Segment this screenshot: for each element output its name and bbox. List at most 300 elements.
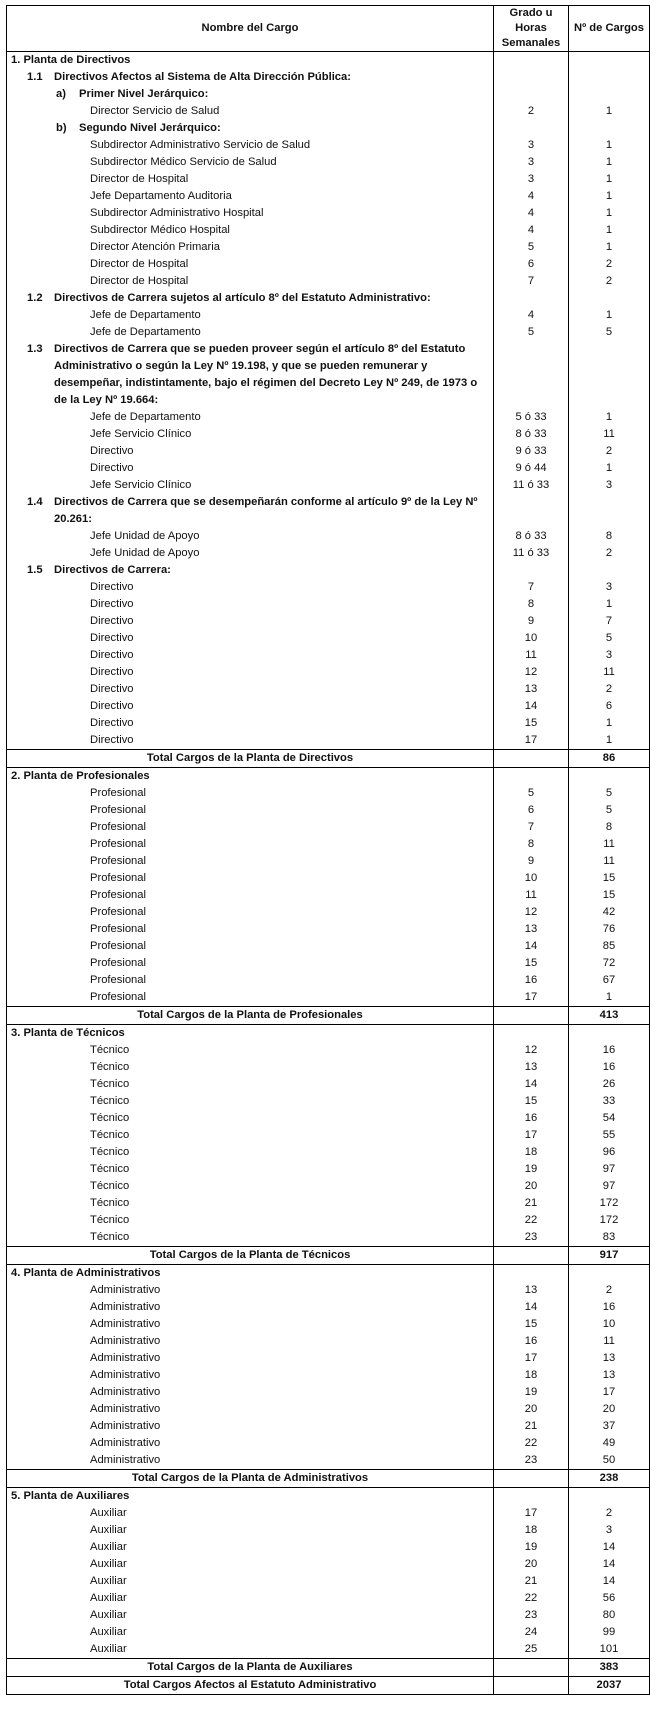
section-total-value: 383 [569,1659,650,1677]
grado-cell: 14 [494,1299,569,1316]
cargos-cell: 11 [569,836,650,853]
table-row [7,1144,650,1161]
cargos-cell: 15 [569,870,650,887]
cargos-cell: 96 [569,1144,650,1161]
cargo-name-cell [7,1607,494,1624]
cargo-name: Jefe Unidad de Apoyo [90,530,200,542]
cargos-cell: 2 [569,1505,650,1522]
group-heading [7,494,493,528]
cargos-cell: 11 [569,853,650,870]
cargos-cell: 67 [569,972,650,989]
cargo-name: Director Atención Primaria [90,241,220,253]
cargos-cell: 83 [569,1229,650,1247]
table-row [7,1229,650,1247]
cargos-cell: 1 [569,732,650,750]
grado-cell: 20 [494,1556,569,1573]
cargos-cell: 172 [569,1195,650,1212]
grado-cell: 18 [494,1144,569,1161]
table-row [7,188,650,205]
table-row [7,802,650,819]
group-label: Directivos de Carrera sujetos al artículo 8º del Estatuto Administrativo: [54,292,431,304]
cargo-name-cell [7,1195,494,1212]
section-title: 4. Planta de Administrativos [11,1267,161,1279]
cargo-name: Directivo [90,445,134,457]
grado-cell: 10 [494,630,569,647]
cargo-name-cell [7,1573,494,1590]
cargo-name: Subdirector Administrativo Hospital [90,207,264,219]
cargo-name: Administrativo [90,1437,161,1449]
cargos-cell: 11 [569,1333,650,1350]
cargo-name: Administrativo [90,1284,161,1296]
cargos-cell: 3 [569,477,650,494]
cargos-cell: 1 [569,409,650,426]
cargos-cell: 1 [569,596,650,613]
grand-total-row [7,1677,650,1695]
grado-cell: 19 [494,1161,569,1178]
cargo-name: Profesional [90,991,146,1003]
cargos-cell: 97 [569,1161,650,1178]
cargos-cell: 3 [569,1522,650,1539]
group-heading [7,69,493,86]
table-row [7,1282,650,1299]
group-number: 1.5 [27,564,43,576]
cargos-cell [569,86,650,103]
grado-cell [494,750,569,768]
cargos-cell: 85 [569,938,650,955]
table-row [7,1212,650,1229]
cargo-name-cell [7,1641,494,1659]
header-numero-cargos: Nº de Cargos [569,6,650,52]
grado-cell [494,69,569,86]
grado-cell: 16 [494,1110,569,1127]
group-label: Directivos Afectos al Sistema de Alta Dirección Pública: [54,71,351,83]
cargo-name-cell [7,1590,494,1607]
cargo-name: Auxiliar [90,1643,127,1655]
grado-cell: 7 [494,579,569,596]
cargos-cell: 1 [569,188,650,205]
grado-cell: 19 [494,1384,569,1401]
table-row [7,171,650,188]
grado-cell [494,1265,569,1283]
level-heading [7,86,493,103]
cargos-cell: 42 [569,904,650,921]
grado-cell: 12 [494,664,569,681]
cargo-name: Profesional [90,940,146,952]
cargos-cell: 50 [569,1452,650,1470]
group-label: Directivos de Carrera que se pueden proveer según el artículo 8º del Estatuto Administrativo o según la Ley Nº 19.198, y que se pueden remunerar y desempeñar, indistintamente, bajo el régimen del Decreto Ley Nº 249, de 1973 o de la Ley Nº 19.664: [54,343,478,406]
table-row [7,528,650,545]
cargo-name-cell [7,1539,494,1556]
cargos-cell: 2 [569,1282,650,1299]
cargo-name-cell [7,836,494,853]
cargos-cell: 5 [569,324,650,341]
grado-cell: 23 [494,1452,569,1470]
cargos-cell: 7 [569,613,650,630]
table-row [7,1384,650,1401]
grado-cell: 5 ó 33 [494,409,569,426]
cargo-name: Auxiliar [90,1558,127,1570]
group-heading-row [7,290,650,307]
table-row [7,955,650,972]
cargos-cell: 16 [569,1042,650,1059]
section-total-value: 917 [569,1247,650,1265]
table-row [7,545,650,562]
cargo-name: Profesional [90,838,146,850]
table-row [7,1435,650,1452]
grado-cell [494,1025,569,1043]
table-body [7,52,650,1695]
section-total-label: Total Cargos de la Planta de Técnicos [7,1247,494,1265]
cargo-name-cell [7,1522,494,1539]
section-title: 1. Planta de Directivos [11,54,131,66]
grado-cell: 22 [494,1590,569,1607]
table-row [7,1452,650,1470]
grado-cell: 8 ó 33 [494,426,569,443]
level-heading-cell [7,120,494,137]
grado-cell [494,290,569,307]
cargo-name: Jefe Unidad de Apoyo [90,547,200,559]
section-title-cell [7,1488,494,1506]
grado-cell: 23 [494,1607,569,1624]
cargos-cell: 11 [569,426,650,443]
grado-cell: 3 [494,137,569,154]
cargo-name-cell [7,171,494,188]
group-heading [7,290,493,307]
grado-cell: 23 [494,1229,569,1247]
grado-cell: 4 [494,205,569,222]
cargo-name: Directivo [90,649,134,661]
table-row [7,989,650,1007]
section-title-row [7,1025,650,1043]
grado-cell [494,120,569,137]
grado-cell: 5 [494,239,569,256]
cargo-name-cell [7,1624,494,1641]
grado-cell: 11 ó 33 [494,477,569,494]
table-row [7,1418,650,1435]
section-title: 3. Planta de Técnicos [11,1027,125,1039]
grado-cell [494,1659,569,1677]
grado-cell: 2 [494,103,569,120]
table-row [7,256,650,273]
cargo-name-cell [7,989,494,1007]
table-row [7,307,650,324]
section-total-value: 238 [569,1470,650,1488]
grado-cell: 12 [494,904,569,921]
cargos-cell: 2 [569,256,650,273]
cargo-name: Profesional [90,821,146,833]
cargo-name-cell [7,819,494,836]
cargo-name-cell [7,256,494,273]
cargos-cell [569,1265,650,1283]
cargo-name: Jefe Servicio Clínico [90,479,192,491]
grado-cell [494,52,569,70]
table-row [7,647,650,664]
cargo-name: Técnico [90,1112,130,1124]
cargo-name: Profesional [90,787,146,799]
grado-cell: 17 [494,1127,569,1144]
cargo-name: Técnico [90,1095,130,1107]
grado-cell: 16 [494,972,569,989]
grado-cell [494,341,569,409]
grado-cell [494,1677,569,1695]
cargo-name-cell [7,1059,494,1076]
table-row [7,1059,650,1076]
cargos-cell: 1 [569,103,650,120]
table-row [7,1093,650,1110]
grado-cell [494,1470,569,1488]
table-row [7,1590,650,1607]
section-total-row [7,1659,650,1677]
table-row [7,103,650,120]
cargo-name-cell [7,955,494,972]
cargo-name-cell [7,715,494,732]
header-grado-horas [494,6,569,52]
table-row [7,785,650,802]
cargo-name: Administrativo [90,1352,161,1364]
cargo-name-cell [7,1556,494,1573]
cargos-cell: 14 [569,1539,650,1556]
cargo-name: Directivo [90,615,134,627]
cargo-name-cell [7,613,494,630]
cargo-name-cell [7,921,494,938]
grado-cell [494,1247,569,1265]
cargos-cell: 20 [569,1401,650,1418]
cargo-name: Subdirector Médico Hospital [90,224,230,236]
cargo-name: Técnico [90,1163,130,1175]
cargo-name-cell [7,426,494,443]
level-heading-cell [7,86,494,103]
cargo-name-cell [7,1282,494,1299]
table-row [7,443,650,460]
cargos-cell: 5 [569,630,650,647]
cargo-name: Profesional [90,804,146,816]
cargos-cell [569,1488,650,1506]
grado-cell: 3 [494,171,569,188]
table-row [7,460,650,477]
group-heading-cell [7,69,494,86]
cargos-cell: 13 [569,1367,650,1384]
grado-cell: 11 [494,647,569,664]
cargos-cell: 97 [569,1178,650,1195]
cargo-name: Profesional [90,872,146,884]
cargo-name-cell [7,1384,494,1401]
cargo-name: Profesional [90,889,146,901]
grado-cell: 8 [494,596,569,613]
cargos-cell: 26 [569,1076,650,1093]
cargo-name-cell [7,307,494,324]
cargos-cell: 1 [569,154,650,171]
section-title-cell [7,1025,494,1043]
cargo-name-cell [7,324,494,341]
table-row [7,239,650,256]
cargos-cell: 49 [569,1435,650,1452]
grado-cell: 6 [494,802,569,819]
table-row [7,1161,650,1178]
cargo-name-cell [7,1435,494,1452]
table-row [7,938,650,955]
table-row [7,1178,650,1195]
cargo-name: Directivo [90,581,134,593]
table-row [7,477,650,494]
group-heading-cell [7,341,494,409]
cargo-name-cell [7,802,494,819]
cargo-name: Administrativo [90,1386,161,1398]
grado-cell: 19 [494,1539,569,1556]
table-row [7,1333,650,1350]
cargo-name-cell [7,904,494,921]
grado-cell: 9 [494,613,569,630]
cargos-cell: 1 [569,307,650,324]
cargos-cell: 14 [569,1573,650,1590]
grado-cell: 15 [494,715,569,732]
table-row [7,1522,650,1539]
cargos-cell: 14 [569,1556,650,1573]
cargos-cell: 1 [569,137,650,154]
cargo-name-cell [7,188,494,205]
grado-cell: 15 [494,1316,569,1333]
grado-cell: 14 [494,1076,569,1093]
cargo-name-cell [7,698,494,715]
cargo-name: Técnico [90,1044,130,1056]
cargos-cell: 1 [569,460,650,477]
cargo-name-cell [7,647,494,664]
grado-cell: 14 [494,698,569,715]
grado-cell [494,562,569,579]
cargos-cell: 1 [569,222,650,239]
section-total-row [7,1007,650,1025]
document-page [6,5,649,1695]
cargos-cell: 1 [569,715,650,732]
cargo-name-cell [7,1333,494,1350]
cargos-cell: 1 [569,239,650,256]
cargos-cell: 13 [569,1350,650,1367]
cargo-name-cell [7,596,494,613]
cargo-name-cell [7,477,494,494]
table-row [7,630,650,647]
grado-cell: 22 [494,1435,569,1452]
group-number: 1.1 [27,71,43,83]
grado-cell: 20 [494,1401,569,1418]
table-row [7,1607,650,1624]
table-row [7,1573,650,1590]
table-row [7,1042,650,1059]
table-row [7,137,650,154]
table-row [7,732,650,750]
cargos-cell: 11 [569,664,650,681]
cargo-name: Directivo [90,683,134,695]
header-grado-line1: Grado u Horas [509,7,553,34]
section-title-cell [7,1265,494,1283]
table-row [7,664,650,681]
cargos-cell: 54 [569,1110,650,1127]
cargo-name-cell [7,1401,494,1418]
cargo-name: Técnico [90,1078,130,1090]
table-row [7,1401,650,1418]
cargo-name: Directivo [90,462,134,474]
grado-cell: 8 [494,836,569,853]
table-row [7,921,650,938]
cargos-cell: 10 [569,1316,650,1333]
group-label: Directivos de Carrera que se desempeñarán conforme al artículo 9º de la Ley Nº 20.261: [54,496,478,525]
cargo-name: Técnico [90,1180,130,1192]
cargo-name-cell [7,1367,494,1384]
table-row [7,579,650,596]
cargos-cell: 101 [569,1641,650,1659]
grado-cell: 11 ó 33 [494,545,569,562]
table-row [7,1195,650,1212]
level-letter: b) [56,122,67,134]
group-heading-row [7,562,650,579]
cargos-cell [569,1025,650,1043]
cargos-cell: 72 [569,955,650,972]
cargo-name-cell [7,222,494,239]
cargo-name: Auxiliar [90,1575,127,1587]
section-title-row [7,1265,650,1283]
cargo-name: Directivo [90,666,134,678]
cargo-name: Administrativo [90,1369,161,1381]
cargo-name: Profesional [90,855,146,867]
cargos-cell [569,52,650,70]
grado-cell: 17 [494,1350,569,1367]
cargos-cell: 16 [569,1059,650,1076]
cargo-name: Técnico [90,1214,130,1226]
cargo-name-cell [7,443,494,460]
cargo-name-cell [7,785,494,802]
cargos-cell: 76 [569,921,650,938]
cargo-name-cell [7,972,494,989]
group-heading [7,562,493,579]
section-title-row [7,1488,650,1506]
table-row [7,1110,650,1127]
grado-cell [494,1488,569,1506]
section-title-row [7,768,650,786]
table-row [7,324,650,341]
grado-cell: 13 [494,1059,569,1076]
cargo-name: Administrativo [90,1454,161,1466]
level-heading-row [7,120,650,137]
section-title-cell [7,768,494,786]
cargo-name: Auxiliar [90,1626,127,1638]
cargo-name: Auxiliar [90,1609,127,1621]
cargo-name: Auxiliar [90,1507,127,1519]
group-heading-cell [7,290,494,307]
cargo-name: Administrativo [90,1301,161,1313]
cargo-name-cell [7,1452,494,1470]
cargo-name: Directivo [90,700,134,712]
grado-cell: 9 ó 33 [494,443,569,460]
cargo-name-cell [7,1229,494,1247]
grado-cell: 6 [494,256,569,273]
table-row [7,1076,650,1093]
section-total-row [7,1470,650,1488]
cargo-name-cell [7,1212,494,1229]
cargos-cell: 1 [569,171,650,188]
header-grado-line2: Semanales [501,37,561,49]
table-row [7,1505,650,1522]
cargo-name: Técnico [90,1231,130,1243]
grand-total-label: Total Cargos Afectos al Estatuto Administrativo [7,1677,494,1695]
cargo-name: Auxiliar [90,1592,127,1604]
cargo-name-cell [7,103,494,120]
grado-cell: 13 [494,1282,569,1299]
level-heading [7,120,493,137]
cargo-name: Administrativo [90,1318,161,1330]
cargo-name-cell [7,664,494,681]
grado-cell: 10 [494,870,569,887]
cargo-name-cell [7,1505,494,1522]
grado-cell: 17 [494,1505,569,1522]
grado-cell: 13 [494,921,569,938]
